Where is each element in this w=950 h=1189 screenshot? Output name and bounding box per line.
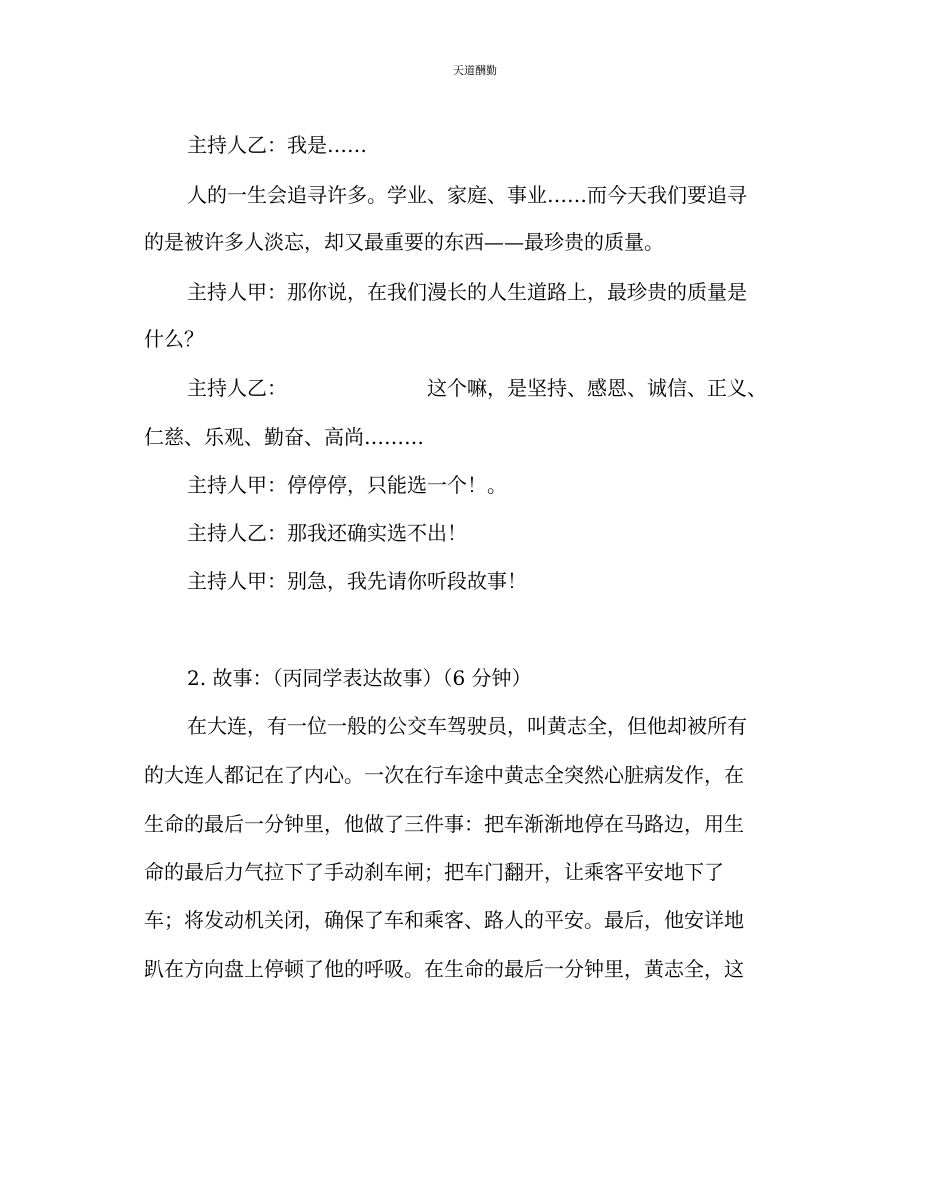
dialogue-line: 仁慈、乐观、勤奋、高尚……… xyxy=(144,425,424,449)
dialogue-line: 人的一生会追寻许多。学业、家庭、事业……而今天我们要追寻 xyxy=(187,183,747,207)
story-line: 车；将发动机关闭，确保了车和乘客、路人的平安。最后，他安详地 xyxy=(144,908,744,932)
story-line: 趴在方向盘上停顿了他的呼吸。在生命的最后一分钟里，黄志全，这 xyxy=(144,957,744,981)
dialogue-line: 主持人乙：我是…… xyxy=(187,133,367,157)
story-line: 生命的最后一分钟里，他做了三件事：把车渐渐地停在马路边，用生 xyxy=(144,812,744,836)
dialogue-line: 主持人乙：那我还确实选不出！ xyxy=(187,521,467,545)
dialogue-line: 的是被许多人淡忘，却又最重要的东西——最珍贵的质量。 xyxy=(144,230,664,254)
story-line: 命的最后力气拉下了手动刹车闸；把车门翻开，让乘客平安地下了 xyxy=(144,860,724,884)
page-header: 天道酬勤 xyxy=(453,64,497,77)
dialogue-text: 这个嘛，是坚持、感恩、诚信、正义、 xyxy=(427,376,767,400)
dialogue-line: 主持人甲：别急，我先请你听段故事！ xyxy=(187,569,527,593)
story-line: 的大连人都记在了内心。一次在行车途中黄志全突然心脏病发作，在 xyxy=(144,763,744,787)
speaker-label: 主持人乙： xyxy=(187,376,287,400)
story-line: 在大连，有一位一般的公交车驾驶员，叫黄志全，但他却被所有 xyxy=(187,714,747,738)
section-heading: 2. 故事：（丙同学表达故事）（6 分钟） xyxy=(187,666,532,690)
dialogue-line xyxy=(187,374,767,402)
dialogue-line: 主持人甲：那你说，在我们漫长的人生道路上，最珍贵的质量是 xyxy=(187,280,747,304)
dialogue-line: 主持人甲：停停停，只能选一个！。 xyxy=(187,473,507,497)
dialogue-line: 什么？ xyxy=(144,327,204,351)
